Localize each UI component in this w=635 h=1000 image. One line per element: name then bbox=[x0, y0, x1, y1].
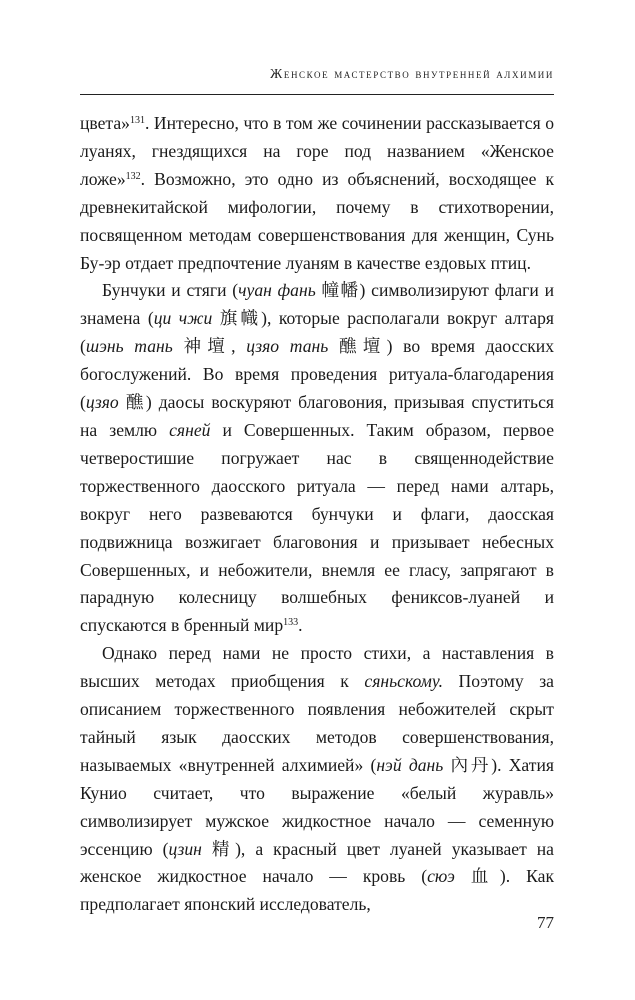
italic-term: нэй дань bbox=[376, 754, 444, 775]
text-run: Поэтому за описанием торжественного появления небожителей скрыт тайный язык даосских методов совершенствования, называемых «внутренней алхимией» ( bbox=[80, 671, 554, 775]
italic-term: ци чжи bbox=[153, 308, 213, 329]
text-run: . Интересно, что в том же сочинении рассказывается о луанях, гнездящихся на горе под названием «Женское ложе» bbox=[80, 113, 554, 189]
body-text bbox=[80, 110, 554, 919]
italic-term: шэнь тань bbox=[85, 336, 173, 357]
running-head: Женское мастерство внутренней алхимии bbox=[270, 66, 554, 81]
text-run: 幢幡) символизируют флаги и знамена ( bbox=[80, 280, 554, 329]
italic-term: сяней bbox=[169, 419, 211, 440]
header-rule bbox=[80, 94, 554, 95]
text-run: 旗幟), которые располагали вокруг алтаря ( bbox=[80, 308, 554, 357]
page-number: 77 bbox=[537, 913, 554, 932]
text-run: . Возможно, это одно из объяснений, восходящее к древнекитайской мифологии, почему в стихотворении, посвященном методам совершенствования для женщин, Сунь Бу-эр отдает предпочтение луаням в качестве ездовых птиц. bbox=[80, 168, 554, 273]
text-run: Бунчуки и стяги ( bbox=[102, 280, 239, 301]
footnote-ref: 133 bbox=[283, 617, 299, 629]
paragraph bbox=[80, 277, 554, 640]
text-run: Однако перед нами не просто стихи, а наставления в высших методах приобщения к bbox=[80, 643, 554, 692]
text-run: 醮) даосы воскуряют благовония, призывая спуститься на землю bbox=[80, 392, 554, 440]
text-run: 內丹). Хатия Кунио считает, что выражение «белый журавль» символизирует мужское жидкостное начало — семенную эссенцию ( bbox=[80, 754, 554, 859]
text-run: цвета» bbox=[80, 113, 130, 133]
text-run: 神壇, bbox=[172, 336, 247, 357]
italic-term: сюэ bbox=[427, 866, 455, 887]
text-run: и Совершенных. Таким образом, первое четверостишие погружает нас в священнодействие торжественного даосского ритуала — перед нами алтарь, вокруг него развеваются бунчуки и флаги, даосская подвижница возжигает благовония и призывает небесных Совершенных, и небожители, внемля ее гласу, запрягают в парадную колесницу волшебных фениксов-луаней и спускаются в бренный мир bbox=[80, 419, 554, 636]
italic-term: цзяо тань bbox=[246, 336, 329, 357]
text-run: 血). Как предполагает японский исследователь, bbox=[80, 866, 554, 915]
paragraph bbox=[80, 640, 554, 919]
italic-term: сяньскому. bbox=[364, 671, 443, 692]
italic-term: чуан фань bbox=[238, 280, 316, 301]
text-run: . bbox=[298, 615, 303, 636]
paragraph bbox=[80, 110, 554, 277]
text-run: 醮壇) во время даосских богослужений. Во время проведения ритуала-благодарения ( bbox=[80, 336, 555, 413]
text-run: 精), а красный цвет луаней указывает на женское жидкостное начало — кровь ( bbox=[80, 838, 554, 887]
italic-term: цзяо bbox=[85, 392, 119, 413]
italic-term: цзин bbox=[168, 838, 202, 859]
footnote-ref: 131 bbox=[129, 115, 145, 126]
footnote-ref: 132 bbox=[125, 170, 141, 182]
